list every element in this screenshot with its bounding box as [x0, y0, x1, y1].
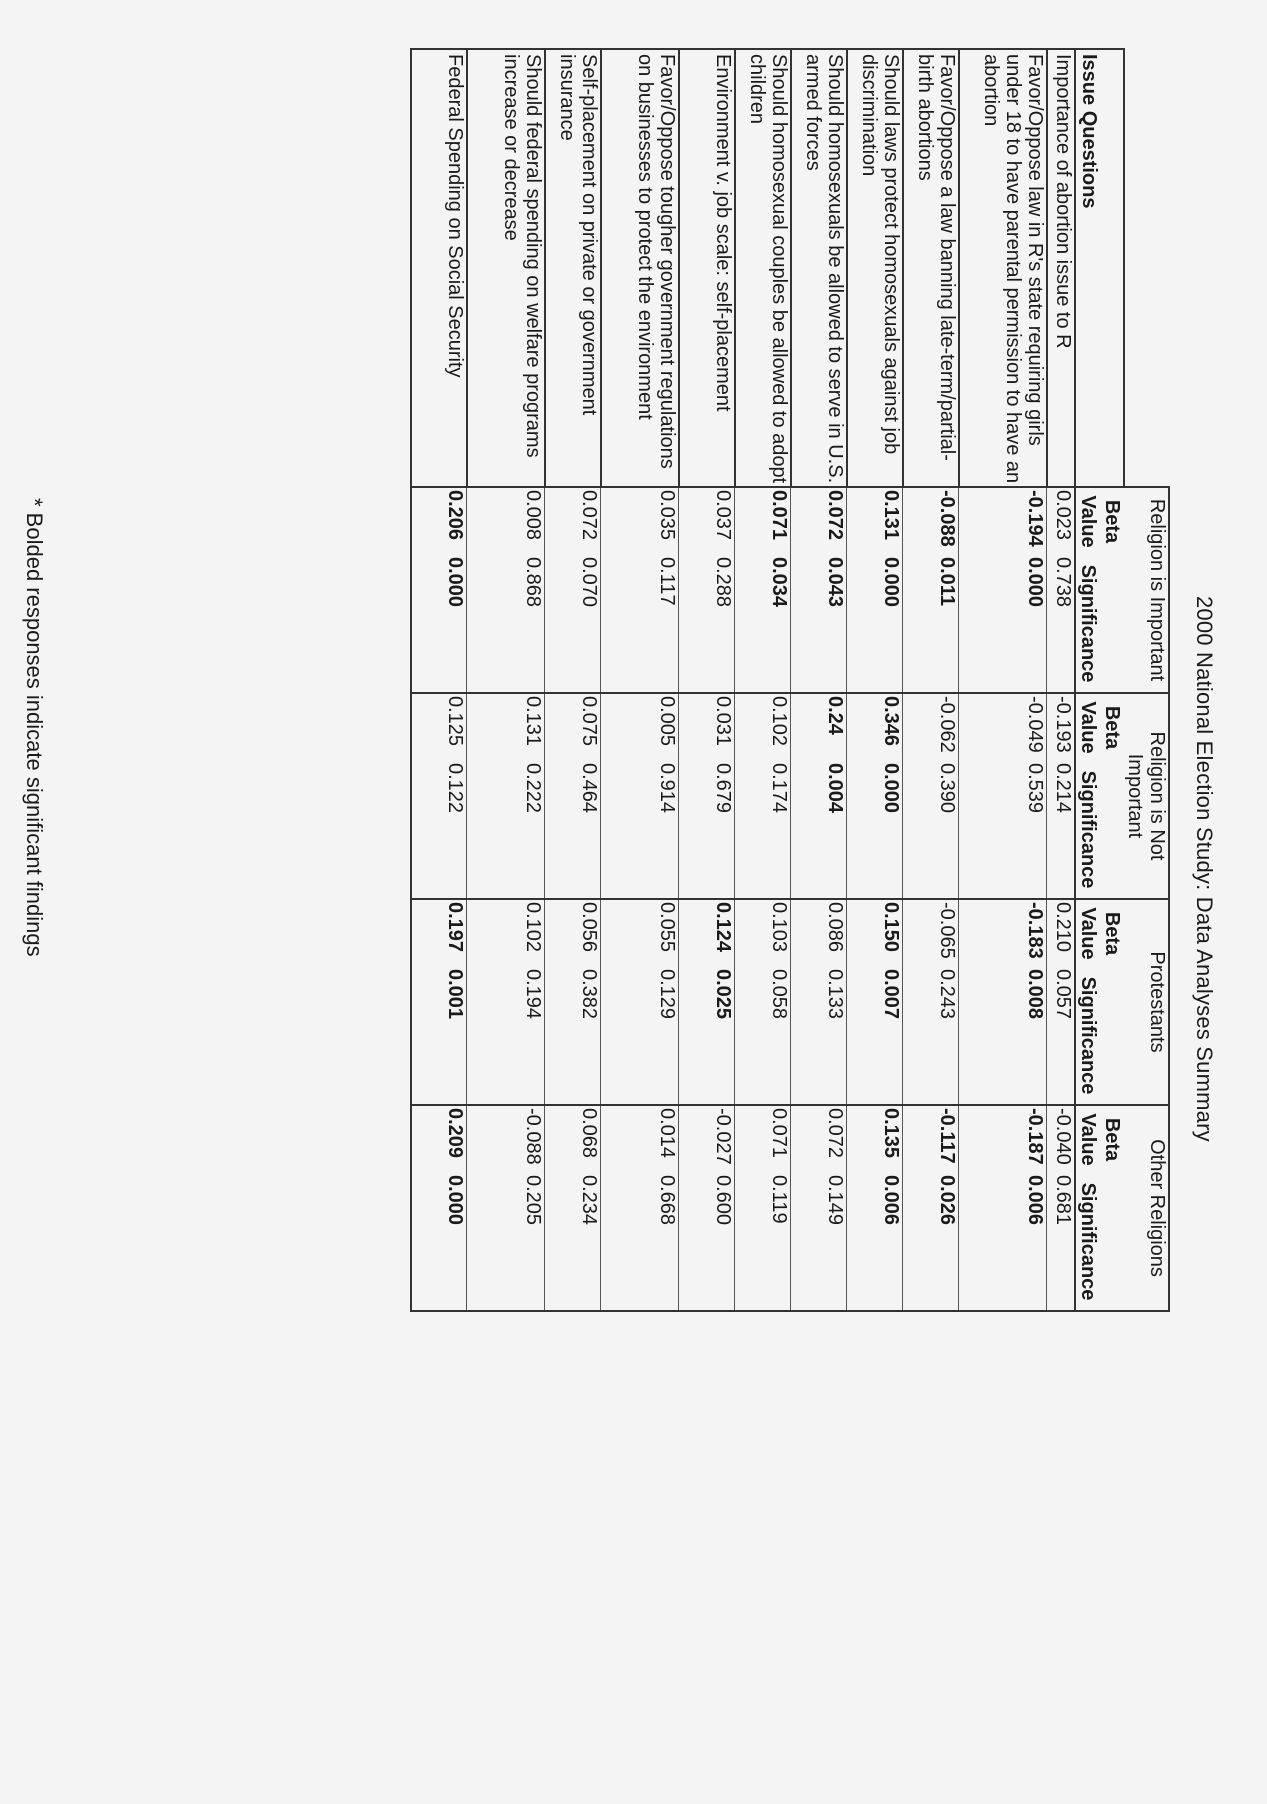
beta-value-header: Beta Value: [1075, 1105, 1124, 1173]
issue-question: Should federal spending on welfare programs increase or decrease: [467, 49, 545, 487]
table-row: [467, 49, 545, 1311]
significance-cell: 0.668: [601, 1173, 679, 1311]
beta-value-cell: -0.194: [959, 487, 1047, 555]
significance-cell: 0.001: [411, 967, 467, 1105]
significance-cell: 0.043: [791, 555, 847, 693]
beta-value-cell: 0.197: [411, 899, 467, 967]
beta-value-cell: 0.102: [735, 693, 791, 761]
issue-question: Favor/Oppose a law banning late-term/partial-birth abortions: [903, 49, 959, 487]
beta-value-cell: 0.023: [1047, 487, 1075, 555]
significance-cell: 0.011: [903, 555, 959, 693]
significance-cell: 0.539: [959, 761, 1047, 899]
table-row: [545, 49, 601, 1311]
significance-cell: 0.057: [1047, 967, 1075, 1105]
significance-cell: 0.070: [545, 555, 601, 693]
issue-question: Favor/Oppose law in R's state requiring girls under 18 to have parental permission to have an abortion: [959, 49, 1047, 487]
significance-cell: 0.000: [847, 555, 903, 693]
issue-question: Should homosexuals be allowed to serve in U.S. armed forces: [791, 49, 847, 487]
significance-cell: 0.914: [601, 761, 679, 899]
beta-value-cell: 0.014: [601, 1105, 679, 1173]
beta-value-cell: 0.071: [735, 1105, 791, 1173]
beta-value-cell: -0.193: [1047, 693, 1075, 761]
significance-cell: 0.222: [467, 761, 545, 899]
header-spacer: [1124, 49, 1169, 487]
beta-value-cell: 0.072: [791, 1105, 847, 1173]
significance-cell: 0.205: [467, 1173, 545, 1311]
significance-cell: 0.214: [1047, 761, 1075, 899]
issue-question: Federal Spending on Social Security: [411, 49, 467, 487]
beta-value-cell: 0.124: [679, 899, 735, 967]
significance-cell: 0.600: [679, 1173, 735, 1311]
beta-value-cell: 0.125: [411, 693, 467, 761]
significance-cell: 0.058: [735, 967, 791, 1105]
significance-cell: 0.000: [847, 761, 903, 899]
beta-value-cell: -0.065: [903, 899, 959, 967]
issue-question: Favor/Oppose tougher government regulations on businesses to protect the environment: [601, 49, 679, 487]
significance-cell: 0.000: [411, 1173, 467, 1311]
significance-cell: 0.174: [735, 761, 791, 899]
table-row: [959, 49, 1047, 1311]
significance-header: Significance: [1075, 1173, 1124, 1311]
significance-cell: 0.464: [545, 761, 601, 899]
beta-value-cell: 0.150: [847, 899, 903, 967]
issue-question: Self-placement on private or government insurance: [545, 49, 601, 487]
beta-value-cell: -0.088: [903, 487, 959, 555]
significance-cell: 0.117: [601, 555, 679, 693]
beta-value-cell: 0.055: [601, 899, 679, 967]
beta-value-cell: 0.056: [545, 899, 601, 967]
beta-value-cell: 0.072: [791, 487, 847, 555]
group-header-religion-not-important: Religion is Not Important: [1124, 693, 1169, 899]
beta-value-cell: 0.008: [467, 487, 545, 555]
significance-cell: 0.000: [959, 555, 1047, 693]
table-row: [735, 49, 791, 1311]
significance-cell: 0.133: [791, 967, 847, 1105]
beta-value-cell: 0.131: [847, 487, 903, 555]
significance-cell: 0.390: [903, 761, 959, 899]
table-row: [847, 49, 903, 1311]
issue-question: Should laws protect homosexuals against job discrimination: [847, 49, 903, 487]
significance-cell: 0.006: [847, 1173, 903, 1311]
issue-questions-header: Issue Questions: [1075, 49, 1124, 487]
significance-cell: 0.025: [679, 967, 735, 1105]
beta-value-cell: -0.027: [679, 1105, 735, 1173]
significance-cell: 0.008: [959, 967, 1047, 1105]
significance-cell: 0.234: [545, 1173, 601, 1311]
significance-cell: 0.004: [791, 761, 847, 899]
beta-value-cell: 0.072: [545, 487, 601, 555]
significance-cell: 0.194: [467, 967, 545, 1105]
issue-question: Environment v. job scale: self-placement: [679, 49, 735, 487]
significance-cell: 0.122: [411, 761, 467, 899]
significance-header: Significance: [1075, 761, 1124, 899]
beta-value-cell: 0.24: [791, 693, 847, 761]
significance-cell: 0.006: [959, 1173, 1047, 1311]
significance-cell: 0.026: [903, 1173, 959, 1311]
significance-cell: 0.007: [847, 967, 903, 1105]
beta-value-cell: 0.037: [679, 487, 735, 555]
significance-header: Significance: [1075, 555, 1124, 693]
beta-value-cell: -0.040: [1047, 1105, 1075, 1173]
beta-value-cell: -0.117: [903, 1105, 959, 1173]
significance-cell: 0.119: [735, 1173, 791, 1311]
beta-value-header: Beta Value: [1075, 693, 1124, 761]
beta-value-header: Beta Value: [1075, 899, 1124, 967]
beta-value-header: Beta Value: [1075, 487, 1124, 555]
beta-value-cell: 0.131: [467, 693, 545, 761]
beta-value-cell: 0.075: [545, 693, 601, 761]
significance-cell: 0.034: [735, 555, 791, 693]
beta-value-cell: 0.005: [601, 693, 679, 761]
group-header-religion-important: Religion is Important: [1124, 487, 1169, 693]
table-body: [411, 49, 1075, 1311]
beta-value-cell: 0.103: [735, 899, 791, 967]
significance-header: Significance: [1075, 967, 1124, 1105]
significance-cell: 0.243: [903, 967, 959, 1105]
significance-cell: 0.000: [411, 555, 467, 693]
beta-value-cell: -0.088: [467, 1105, 545, 1173]
table-row: [679, 49, 735, 1311]
significance-cell: 0.679: [679, 761, 735, 899]
beta-value-cell: 0.135: [847, 1105, 903, 1173]
beta-value-cell: 0.035: [601, 487, 679, 555]
beta-value-cell: -0.062: [903, 693, 959, 761]
beta-value-cell: -0.187: [959, 1105, 1047, 1173]
significance-cell: 0.382: [545, 967, 601, 1105]
significance-cell: 0.129: [601, 967, 679, 1105]
significance-cell: 0.868: [467, 555, 545, 693]
beta-value-cell: 0.346: [847, 693, 903, 761]
table-row: [791, 49, 847, 1311]
analysis-table: [410, 48, 1170, 1312]
beta-value-cell: 0.031: [679, 693, 735, 761]
beta-value-cell: -0.183: [959, 899, 1047, 967]
significance-cell: 0.681: [1047, 1173, 1075, 1311]
beta-value-cell: 0.206: [411, 487, 467, 555]
significance-cell: 0.149: [791, 1173, 847, 1311]
significance-cell: 0.738: [1047, 555, 1075, 693]
table-row: [411, 49, 467, 1311]
page-title: 2000 National Election Study: Data Analyses Summary: [1192, 596, 1217, 1142]
table-row: [903, 49, 959, 1311]
beta-value-cell: -0.049: [959, 693, 1047, 761]
beta-value-cell: 0.102: [467, 899, 545, 967]
footnote: * Bolded responses indicate significant findings: [22, 498, 47, 957]
table-row: [601, 49, 679, 1311]
beta-value-cell: 0.210: [1047, 899, 1075, 967]
beta-value-cell: 0.071: [735, 487, 791, 555]
issue-question: Should homosexual couples be allowed to adopt children: [735, 49, 791, 487]
group-header-protestants: Protestants: [1124, 899, 1169, 1105]
beta-value-cell: 0.209: [411, 1105, 467, 1173]
significance-cell: 0.288: [679, 555, 735, 693]
beta-value-cell: 0.068: [545, 1105, 601, 1173]
beta-value-cell: 0.086: [791, 899, 847, 967]
group-header-other-religions: Other Religions: [1124, 1105, 1169, 1311]
table-row: [1047, 49, 1075, 1311]
issue-question: Importance of abortion issue to R: [1047, 49, 1075, 487]
